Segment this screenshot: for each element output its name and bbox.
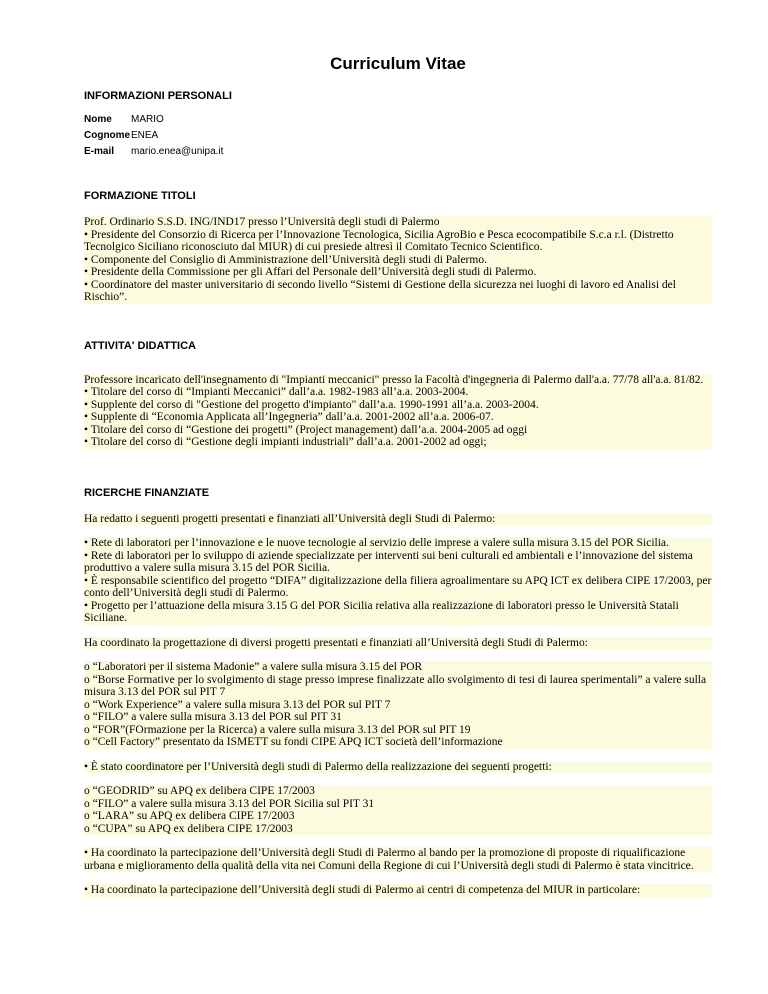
ricerche-para-5: • Ha coordinato la partecipazione dell’Università degli studi di Palermo ai centri di competenza del MIUR in particolare:: [84, 884, 712, 897]
ricerche-list2-item: o “Laboratori per il sistema Madonie” a valere sulla misura 3.15 del POR: [84, 661, 712, 674]
ricerche-para-4: • Ha coordinato la partecipazione dell’Università degli Studi di Palermo al bando per la promozione di proposte di riqualificazione urbana e miglioramento della qualità della vita nei Comuni della Regione di cui l’Università degli studi di Palermo è stata vincitrice.: [84, 847, 712, 872]
personal-row-email: [84, 144, 223, 160]
ricerche-list1-item: • Rete di laboratori per lo sviluppo di aziende specializzate per interventi sui beni culturali ed ambientali e l’innovazione del sistema produttivo a valere sulla misura 3.15 del POR Sicilia.: [84, 550, 712, 575]
ricerche-heading: RICERCHE FINANZIATE: [84, 486, 210, 499]
formazione-line: • Componente del Consiglio di Amministrazione dell’Università degli studi di Palermo.: [84, 254, 712, 267]
ricerche-list3-item: o “FILO” a valere sulla misura 3.13 del POR Sicilia sul PIT 31: [84, 798, 712, 811]
personal-info-table: [84, 112, 223, 160]
ricerche-block: [84, 513, 712, 897]
ricerche-list3-item: o “LARA” su APQ ex delibera CIPE 17/2003: [84, 810, 712, 823]
formazione-line: • Coordinatore del master universitario di secondo livello “Sistemi di Gestione della sicurezza nei luoghi di lavoro ed Analisi del Rischio”.: [84, 279, 712, 304]
formazione-heading: FORMAZIONE TITOLI: [84, 190, 196, 202]
cv-page: [84, 40, 712, 897]
formazione-line: • Presidente della Commissione per gli Affari del Personale dell’Università degli studi di Palermo.: [84, 266, 712, 279]
didattica-heading: ATTIVITA' DIDATTICA: [84, 339, 196, 352]
document-title: Curriculum Vitae: [330, 54, 466, 73]
formazione-block: [84, 216, 712, 304]
formazione-line: • Presidente del Consorzio di Ricerca per l’Innovazione Tecnologica, Sicilia AgroBio e Pesca ecocompatibile S.c.a r.l. (Distretto Tecnolgico Siciliano riconosciuto dal MIUR) di cui presiede altresì il Comitato Tecnico Scientifico.: [84, 229, 712, 254]
ricerche-list2-item: o “Borse Formative per lo svolgimento di stage presso imprese finalizzate allo svolgimento di tesi di laurea sperimentali” a valere sulla misura 3.13 del POR sul PIT 7: [84, 674, 712, 699]
didattica-line: • Titolare del corso di “Impianti Meccanici” dall’a.a. 1982-1983 all’a.a. 2003-2004.: [84, 386, 712, 399]
didattica-line: • Titolare del corso di “Gestione dei progetti” (Project management) dall’a.a. 2004-2005 ad oggi: [84, 424, 712, 437]
didattica-line: • Titolare del corso di “Gestione degli impianti industriali” dall’a.a. 2001-2002 ad oggi;: [84, 436, 712, 449]
ricerche-list3-item: o “GEODRID” su APQ ex delibera CIPE 17/2003: [84, 785, 712, 798]
didattica-line: • Supplente del corso di "Gestione del progetto d'impianto" dall’a.a. 1990-1991 all’a.a. 2003-2004.: [84, 399, 712, 412]
personal-row-name: [84, 112, 223, 128]
ricerche-list1-item: • Rete di laboratori per l’innovazione e le nuove tecnologie al servizio delle imprese a valere sulla misura 3.15 del POR Sicilia.: [84, 537, 712, 550]
ricerche-list2-item: o “Work Experience” a valere sulla misura 3.13 del POR sul PIT 7: [84, 699, 712, 712]
email-value: mario.enea@unipa.it: [131, 146, 224, 157]
ricerche-list1-item: • Progetto per l’attuazione della misura 3.15 G del POR Sicilia relativa alla realizzazione di laboratori presso le Università Statali Siciliane.: [84, 600, 712, 625]
didattica-line: Professore incaricato dell'insegnamento di "Impianti meccanici" presso la Facoltà d'ingegneria di Palermo dall'a.a. 77/78 all'a.a. 81/82.: [84, 374, 712, 387]
surname-value: ENEA: [131, 130, 159, 141]
email-label: E-mail: [84, 146, 115, 157]
personal-info-heading: INFORMAZIONI PERSONALI: [84, 90, 232, 102]
ricerche-intro-3: • È stato coordinatore per l’Università degli studi di Palermo della realizzazione dei seguenti progetti:: [84, 761, 712, 774]
personal-row-surname: [84, 128, 223, 144]
formazione-line: Prof. Ordinario S.S.D. ING/IND17 presso l’Università degli studi di Palermo: [84, 216, 712, 229]
ricerche-intro-2: Ha coordinato la progettazione di diversi progetti presentati e finanziati all’Università degli Studi di Palermo:: [84, 637, 712, 650]
ricerche-list3-item: o “CUPA” su APQ ex delibera CIPE 17/2003: [84, 823, 712, 836]
ricerche-list2-item: o “FOR”(FOrmazione per la Ricerca) a valere sulla misura 3.13 del POR sul PIT 19: [84, 724, 712, 737]
ricerche-list2-item: o “FILO” a valere sulla misura 3.13 del POR sul PIT 31: [84, 711, 712, 724]
ricerche-list2-item: o “Cell Factory” presentato da ISMETT su fondi CIPE APQ ICT società dell’informazione: [84, 736, 712, 749]
ricerche-intro-1: Ha redatto i seguenti progetti presentati e finanziati all’Università degli Studi di Palermo:: [84, 513, 712, 526]
ricerche-list1-item: • È responsabile scientifico del progetto “DIFA” digitalizzazione della filiera agroalimentare su APQ ICT ex delibera CIPE 17/2003, per conto dell’Università degli studi di Palermo.: [84, 574, 712, 599]
surname-label: Cognome: [84, 130, 131, 141]
didattica-block: [84, 374, 712, 449]
didattica-line: • Supplente di “Economia Applicata all’Ingegneria” dall’a.a. 2001-2002 all’a.a. 2006-07.: [84, 411, 712, 424]
name-label: Nome: [84, 114, 112, 125]
name-value: MARIO: [131, 114, 164, 125]
